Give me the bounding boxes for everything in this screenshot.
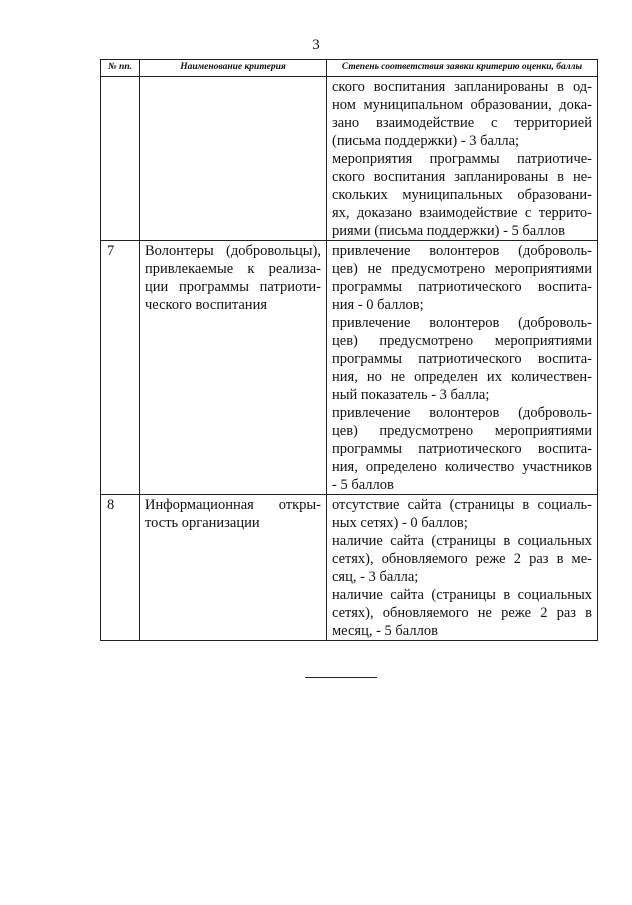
footer-divider	[305, 677, 377, 678]
degree-line: сяц, - 3 балла;	[332, 569, 419, 585]
row-number: 7	[101, 241, 140, 495]
degree-line: привлечение волонтеров (доброволь-	[332, 243, 592, 259]
header-criterion-name: Наименование критерия	[140, 60, 327, 77]
row-number: 8	[101, 495, 140, 641]
header-number: № пп.	[101, 60, 140, 77]
criterion-degree	[327, 495, 598, 641]
degree-line: цев) не предусмотрено мероприятиями	[332, 261, 592, 277]
name-line: ции программы патриоти-	[145, 279, 321, 295]
degree-line: ных сетях) - 0 баллов;	[332, 515, 468, 531]
degree-line: ях, доказано взаимодействие с террито-	[332, 205, 592, 221]
degree-line: зано взаимодействие с территорией	[332, 115, 592, 131]
name-line: ческого воспитания	[145, 297, 267, 313]
header-degree: Степень соответствия заявки критерию оценки, баллы	[327, 60, 598, 77]
name-line: Информационная откры-	[145, 497, 321, 513]
criterion-degree	[327, 241, 598, 495]
degree-line: скольких муниципальных образовани-	[332, 187, 592, 203]
criterion-name	[140, 241, 327, 495]
degree-line: программы патриотического воспита-	[332, 351, 592, 367]
degree-line: - 5 баллов	[332, 477, 394, 493]
page-number: 3	[312, 37, 320, 53]
table-row	[101, 495, 598, 641]
degree-line: программы патриотического воспита-	[332, 279, 592, 295]
degree-line: программы патриотического воспита-	[332, 441, 592, 457]
degree-line: привлечение волонтеров (доброволь-	[332, 315, 592, 331]
degree-line: риями (письма поддержки) - 5 баллов	[332, 223, 565, 239]
name-line: тость организации	[145, 515, 260, 531]
criterion-name	[140, 495, 327, 641]
degree-line: ния, определено количество участников	[332, 459, 592, 475]
degree-line: ния, но не определен их количествен-	[332, 369, 592, 385]
degree-line: цев) предусмотрено мероприятиями	[332, 333, 592, 349]
degree-line: ный показатель - 3 балла;	[332, 387, 490, 403]
degree-line: наличие сайта (страницы в социальных	[332, 533, 592, 549]
criterion-degree	[327, 77, 598, 241]
degree-line: отсутствие сайта (страницы в социаль-	[332, 497, 592, 513]
degree-line: сетях), обновляемого не реже 2 раз в	[332, 605, 592, 621]
table-row	[101, 77, 598, 241]
degree-line: ном муниципальном образовании, дока-	[332, 97, 592, 113]
criterion-name	[140, 77, 327, 241]
degree-line: ния - 0 баллов;	[332, 297, 424, 313]
degree-line: ского воспитания запланированы в не-	[332, 169, 592, 185]
name-line: привлекаемые к реализа-	[145, 261, 321, 277]
table-row	[101, 241, 598, 495]
degree-line: ского воспитания запланированы в од-	[332, 79, 592, 95]
degree-line: месяц, - 5 баллов	[332, 623, 438, 639]
row-number	[101, 77, 140, 241]
table-header-row	[101, 60, 598, 77]
degree-line: наличие сайта (страницы в социальных	[332, 587, 592, 603]
name-line: Волонтеры (добровольцы),	[145, 243, 321, 259]
degree-line: (письма поддержки) - 3 балла;	[332, 133, 520, 149]
degree-line: мероприятия программы патриотиче-	[332, 151, 592, 167]
degree-line: привлечение волонтеров (доброволь-	[332, 405, 592, 421]
degree-line: сетях), обновляемого реже 2 раз в ме-	[332, 551, 592, 567]
degree-line: цев) предусмотрено мероприятиями	[332, 423, 592, 439]
criteria-table	[100, 59, 598, 641]
